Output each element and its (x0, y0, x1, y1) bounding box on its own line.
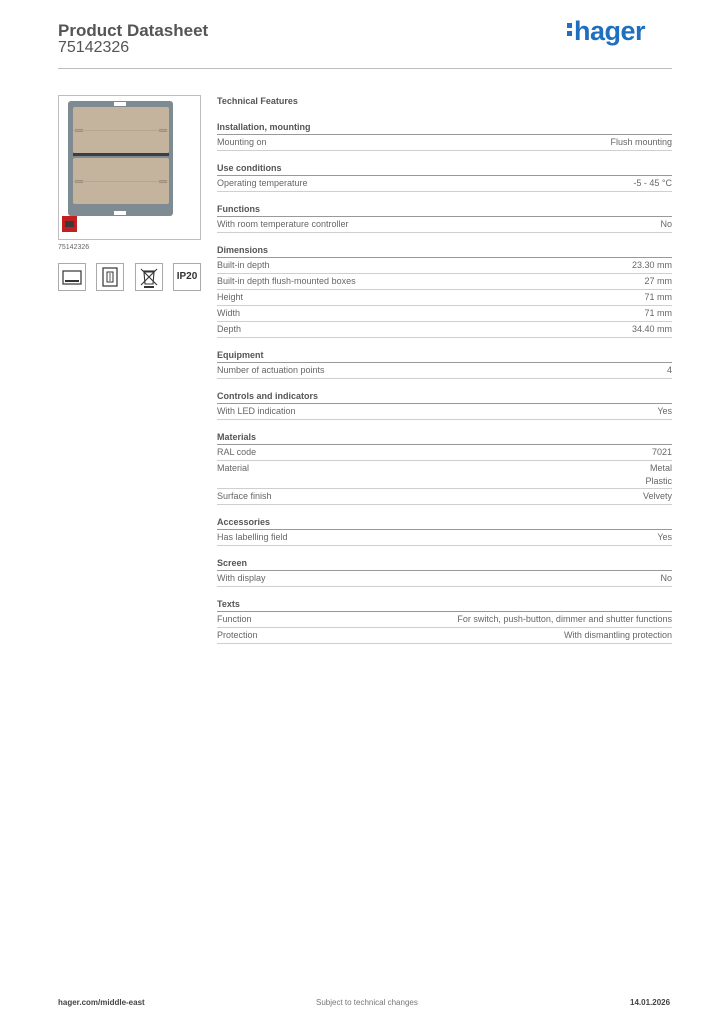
spec-row (217, 258, 672, 274)
spec-group-title: Functions (217, 202, 672, 217)
spec-row (217, 445, 672, 461)
spec-group (217, 161, 672, 192)
spec-value: 23.30 mm (631, 260, 672, 270)
product-image (58, 95, 201, 240)
spec-group (217, 120, 672, 151)
technical-features (217, 95, 672, 654)
spec-group-title: Installation, mounting (217, 120, 672, 135)
spec-group (217, 348, 672, 379)
spec-label: Has labelling field (217, 532, 288, 542)
logo-text: hager (574, 16, 646, 46)
image-caption: 75142326 (58, 244, 90, 251)
spec-row (217, 135, 672, 151)
spec-label: Height (217, 292, 244, 302)
spec-row (217, 571, 672, 587)
spec-value: Yes (657, 406, 672, 416)
spec-row (217, 404, 672, 420)
spec-value: 71 mm (644, 292, 672, 302)
rocker-top (73, 107, 169, 153)
spec-row (217, 530, 672, 546)
spec-label: With display (217, 573, 266, 583)
spec-value: Yes (657, 532, 672, 542)
spec-value: Flush mounting (610, 137, 672, 147)
spec-value: 7021 (651, 447, 672, 457)
spec-row (217, 363, 672, 379)
spec-label: Depth (217, 324, 242, 334)
spec-group-title: Dimensions (217, 243, 672, 258)
product-number: 75142326 (58, 39, 130, 56)
spec-row (217, 306, 672, 322)
spec-group-title: Screen (217, 556, 672, 571)
spec-label: Protection (217, 630, 258, 640)
weee-bin-icon (135, 263, 163, 291)
spec-row (217, 628, 672, 644)
hager-logo (567, 16, 645, 47)
spec-value: Velvety (642, 491, 672, 501)
rocker-bottom (73, 158, 169, 204)
ip-rating-badge: IP20 (173, 263, 201, 291)
flush-box-icon (96, 263, 124, 291)
spec-value: For switch, push-button, dimmer and shutter functions (457, 614, 672, 624)
spec-value: Metal Plastic (645, 463, 672, 486)
switch-frame (68, 101, 173, 216)
spec-group (217, 243, 672, 338)
header-divider (58, 68, 672, 69)
spec-label: RAL code (217, 447, 257, 457)
spec-label: With room temperature controller (217, 219, 349, 229)
spec-group-title: Accessories (217, 515, 672, 530)
spec-label: Built-in depth flush-mounted boxes (217, 276, 356, 286)
spec-group-title: Equipment (217, 348, 672, 363)
spec-group-title: Controls and indicators (217, 389, 672, 404)
spec-value: -5 - 45 °C (633, 178, 672, 188)
spec-group (217, 597, 672, 644)
spec-row (217, 274, 672, 290)
spec-label: Material (217, 463, 250, 473)
spec-heading: Technical Features (217, 96, 298, 106)
spec-label: With LED indication (217, 406, 296, 416)
spec-value: 71 mm (644, 308, 672, 318)
footer-notice: Subject to technical changes (316, 998, 418, 1007)
spec-label: Operating temperature (217, 178, 308, 188)
spec-label: Number of actuation points (217, 365, 325, 375)
spec-value: No (660, 573, 672, 583)
spec-row (217, 322, 672, 338)
footer-date: 14.01.2026 (630, 998, 671, 1007)
product-badge-icon (62, 216, 77, 232)
spec-value: No (660, 219, 672, 229)
spec-row (217, 489, 672, 505)
spec-label: Function (217, 614, 252, 624)
spec-row (217, 217, 672, 233)
spec-row (217, 612, 672, 628)
spec-group-title: Materials (217, 430, 672, 445)
spec-row (217, 461, 672, 489)
spec-label: Built-in depth (217, 260, 270, 270)
spec-value: 4 (666, 365, 672, 375)
logo-dots-icon (567, 20, 572, 39)
spec-row (217, 290, 672, 306)
spec-group (217, 515, 672, 546)
spec-label: Mounting on (217, 137, 267, 147)
spec-group (217, 556, 672, 587)
spec-value: 27 mm (644, 276, 672, 286)
spec-group-title: Use conditions (217, 161, 672, 176)
spec-groups (217, 120, 672, 644)
page-title: Product Datasheet (58, 21, 209, 40)
surface-device-icon (58, 263, 86, 291)
spec-value: 34.40 mm (631, 324, 672, 334)
spec-group (217, 430, 672, 505)
spec-label: Surface finish (217, 491, 272, 501)
spec-group (217, 389, 672, 420)
spec-row (217, 176, 672, 192)
spec-label: Width (217, 308, 241, 318)
spec-group (217, 202, 672, 233)
spec-value: With dismantling protection (563, 630, 672, 640)
spec-group-title: Texts (217, 597, 672, 612)
footer-website: hager.com/middle-east (58, 998, 145, 1007)
